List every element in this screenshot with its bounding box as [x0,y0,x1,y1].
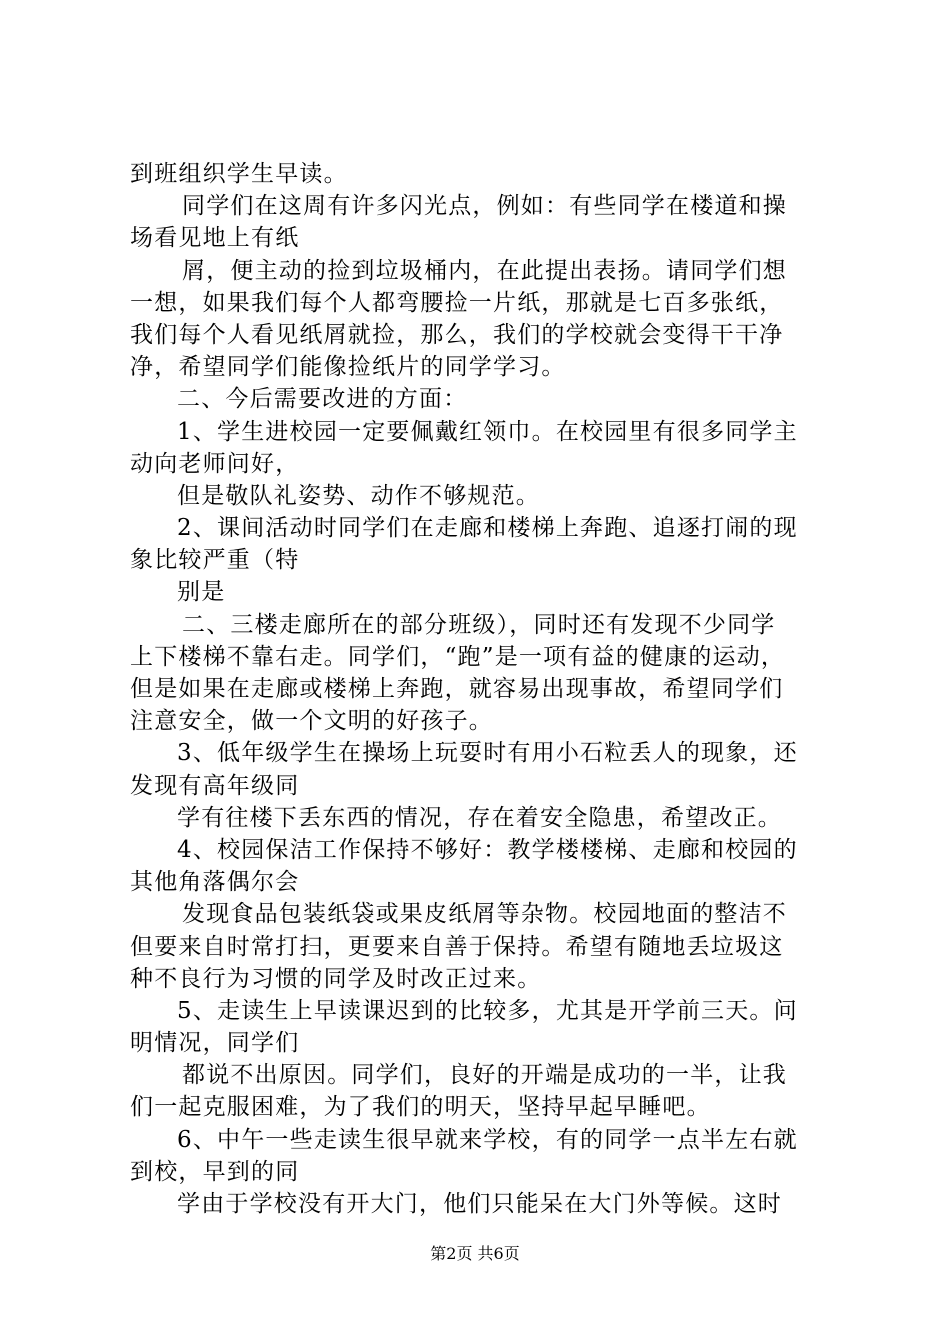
document-line: 发现有高年级同 [130,772,300,799]
page-footer: 第2页 共6页 [430,1244,520,1263]
document-line: 象比较严重（特 [130,547,300,574]
document-line: 屑，便主动的捡到垃圾桶内，在此提出表扬。请同学们想 [182,257,787,284]
document-line: 其他角落偶尔会 [130,869,300,896]
document-line: 场看见地上有纸 [130,225,300,252]
document-line: 学有往楼下丢东西的情况，存在着安全隐患，希望改正。 [177,804,782,831]
document-line: 们一起克服困难，为了我们的明天，坚持早起早睡吧。 [130,1094,711,1121]
document-line: 但要来自时常打扫，更要来自善于保持。希望有随地丢垃圾这 [130,933,784,960]
document-line: 到班组织学生早读。 [130,161,348,187]
document-line: 学由于学校没有开大门，他们只能呆在大门外等候。这时 [177,1191,782,1217]
document-line: 净，希望同学们能像捡纸片的同学学习。 [130,354,566,381]
document-line: 明情况，同学们 [130,1030,300,1057]
document-line: 4、校园保洁工作保持不够好：教学楼楼梯、走廊和校园的 [177,836,798,863]
document-line: 但是如果在走廊或楼梯上奔跑，就容易出现事故，希望同学们 [130,676,784,702]
document-line: 上下楼梯不靠右走。同学们，“跑”是一项有益的健康的运动， [130,643,786,670]
document-line: 但是敬队礼姿势、动作不够规范。 [177,482,540,509]
document-line: 一想，如果我们每个人都弯腰捡一片纸，那就是七百多张纸， [130,289,784,316]
document-line: 同学们在这周有许多闪光点，例如：有些同学在楼道和操 [182,193,787,220]
document-line: 5、走读生上早读课迟到的比较多，尤其是开学前三天。问 [177,997,798,1024]
document-line: 注意安全，做一个文明的好孩子。 [130,708,493,735]
document-line: 种不良行为习惯的同学及时改正过来。 [130,965,542,992]
document-line: 二、三楼走廊所在的部分班级），同时还有发现不少同学 [182,611,776,638]
document-line: 二、今后需要改进的方面： [177,386,468,413]
document-line: 动向老师问好， [130,450,300,477]
document-line: 2、课间活动时同学们在走廊和楼梯上奔跑、追逐打闹的现 [177,515,798,542]
document-line: 都说不出原因。同学们，良好的开端是成功的一半，让我 [182,1062,787,1089]
document-line: 3、低年级学生在操场上玩耍时有用小石粒丢人的现象，还 [177,740,798,767]
document-line: 我们每个人看见纸屑就捡，那么，我们的学校就会变得干干净 [130,321,784,348]
document-line: 到校，早到的同 [130,1158,300,1185]
document-line: 发现食品包装纸袋或果皮纸屑等杂物。校园地面的整洁不 [182,901,787,928]
document-line: 别是 [177,579,226,606]
document-line: 6、中午一些走读生很早就来学校，有的同学一点半左右就 [177,1126,798,1153]
document-line: 1、学生进校园一定要佩戴红领巾。在校园里有很多同学主 [177,418,798,445]
document-body [130,158,835,1220]
